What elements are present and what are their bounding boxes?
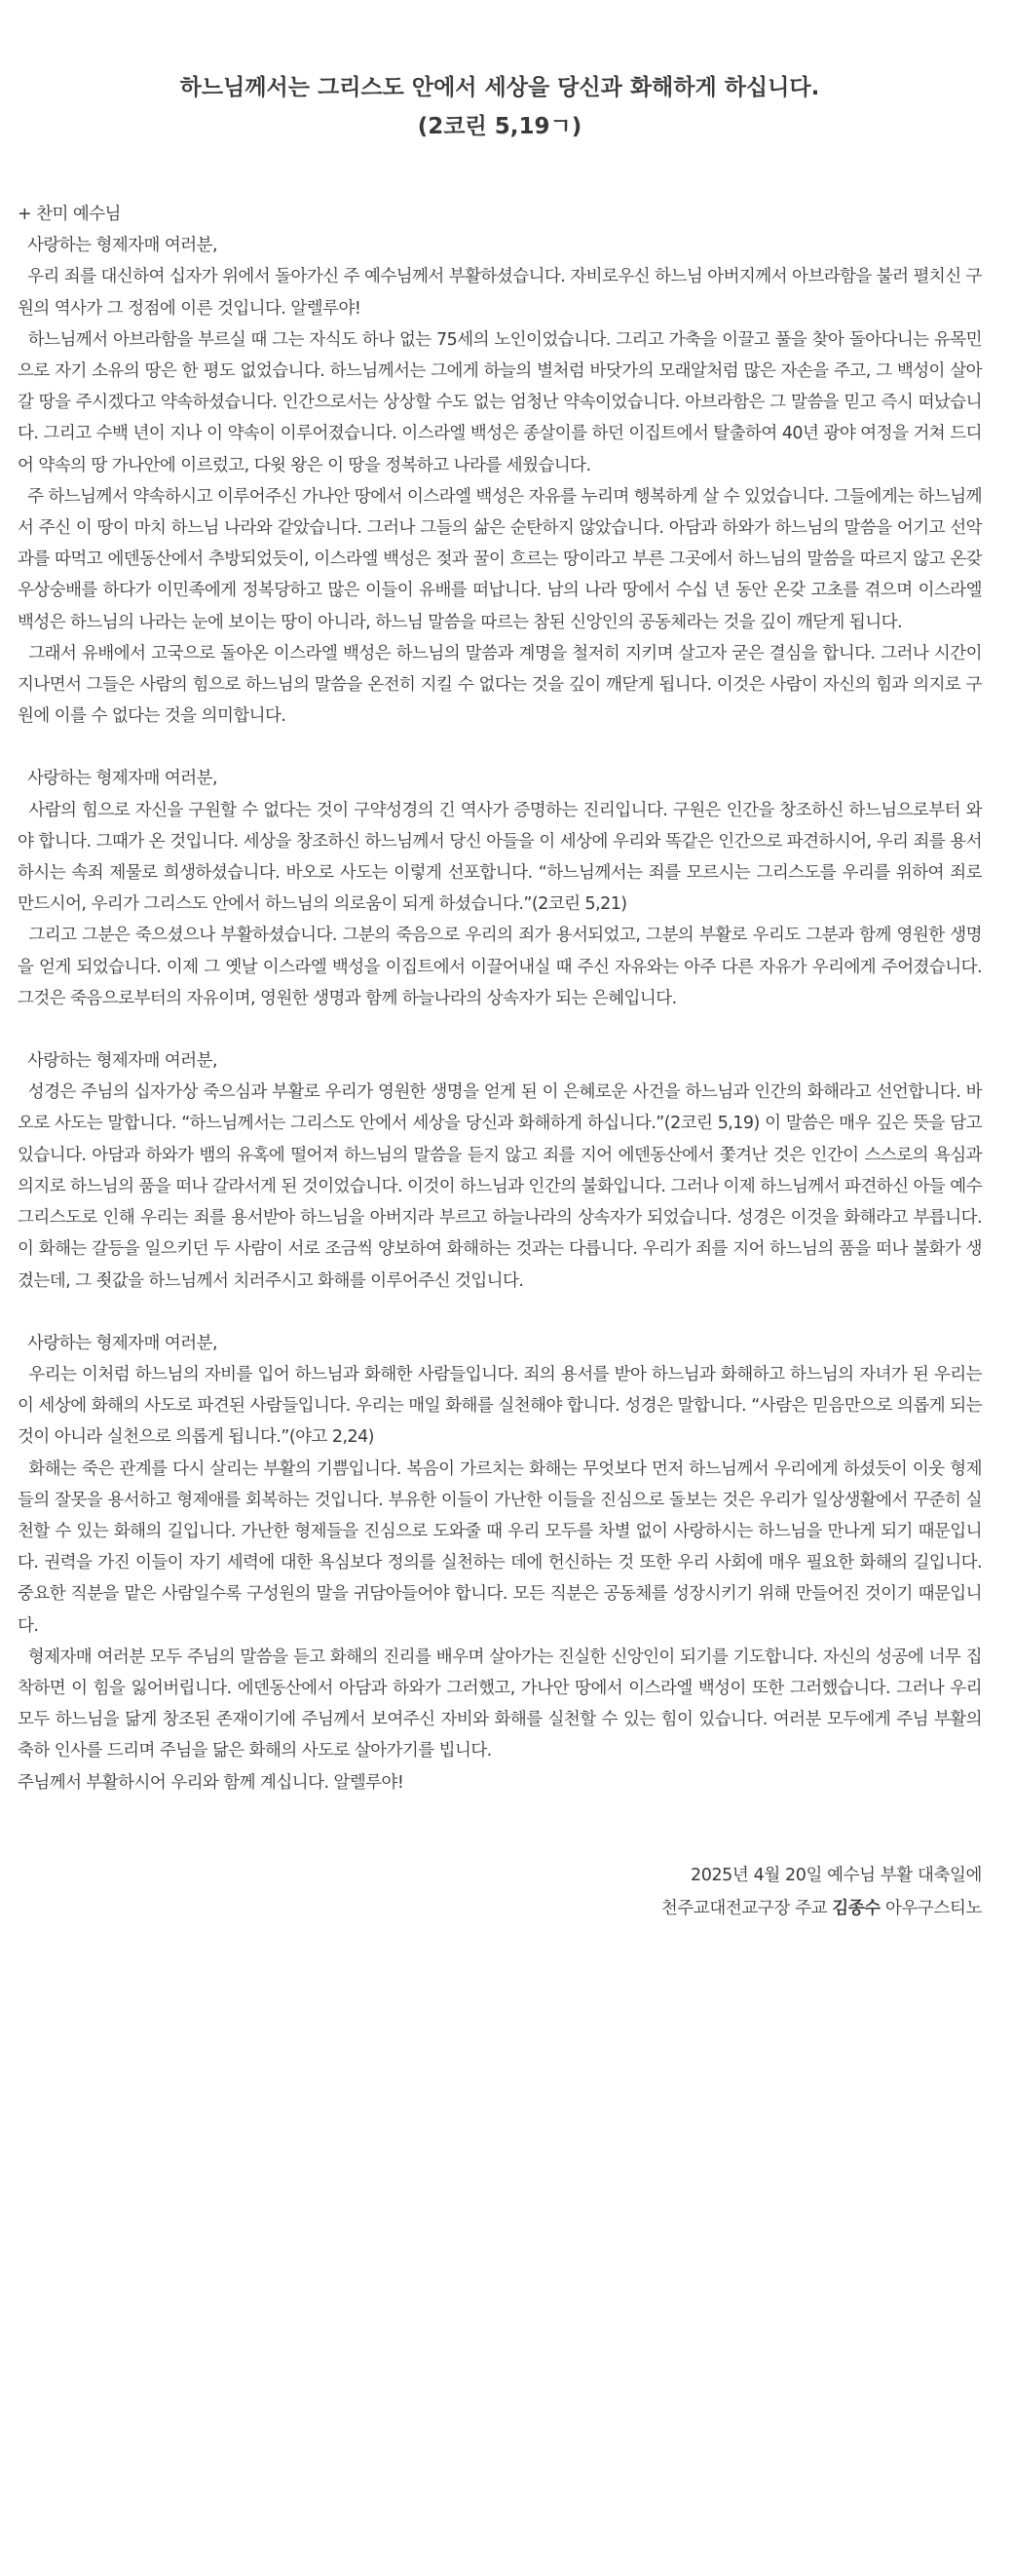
greeting: 사랑하는 형제자매 여러분,	[18, 1051, 217, 1072]
paragraph: 그리고 그분은 죽으셨으나 부활하셨습니다. 그분의 죽음으로 우리의 죄가 용서되었고, 그분의 부활로 우리도 그분과 함께 영원한 생명을 얻게 되었습니다. 이제 그 옛날 이스라엘 백성을 이집트에서 이끌어내실 때 주신 자유와는 아주 다른 자유가 우리에게 주어졌습니다. 그것은 죽음으로부터의 자유이며, 영원한 생명과 함께 하늘나라의 상속자가 되는 은혜입니다.	[18, 926, 988, 1008]
signature-line	[18, 1892, 982, 1925]
paragraph: 화해는 죽은 관계를 다시 살리는 부활의 기쁨입니다. 복음이 가르치는 화해는 무엇보다 먼저 하느님께서 우리에게 하셨듯이 이웃 형제들의 잘못을 용서하고 형제애를 회복하는 것입니다. 부유한 이들이 가난한 이들을 진심으로 돌보는 것은 우리가 일상생활에서 꾸준히 실천할 수 있는 화해의 길입니다. 가난한 형제들을 진심으로 도와줄 때 우리 모두를 차별 없이 사랑하시는 하느님을 만나게 되기 때문입니다. 권력을 가진 이들이 자기 세력에 대한 욕심보다 정의를 실천하는 데에 헌신하는 것 또한 우리 사회에 매우 필요한 화해의 길입니다. 중요한 직분을 맡은 사람일수록 구성원의 말을 귀담아들어야 합니다. 모든 직분은 공동체를 성장시키기 위해 만들어진 것이기 때문입니다.	[18, 1458, 988, 1636]
signature-block	[18, 1859, 982, 1925]
paragraph: 그래서 유배에서 고국으로 돌아온 이스라엘 백성은 하느님의 말씀과 계명을 철저히 지키며 살고자 굳은 결심을 합니다. 그러나 시간이 지나면서 그들은 사람의 힘으로 하느님의 말씀을 온전히 지킬 수 없다는 것을 깊이 깨닫게 됩니다. 이것은 사람이 자신의 힘과 의지로 구원에 이를 수 없다는 것을 의미합니다.	[18, 643, 988, 727]
spacer	[18, 732, 982, 763]
paragraph: 성경은 주님의 십자가상 죽으심과 부활로 우리가 영원한 생명을 얻게 된 이 은혜로운 사건을 하느님과 인간의 화해라고 선언합니다. 바오로 사도는 말합니다. “하느님께서는 그리스도 안에서 세상을 당신과 화해하게 하십니다.”(2코린 5,19) 이 말씀은 매우 깊은 뜻을 담고 있습니다. 아담과 하와가 뱀의 유혹에 떨어져 하느님의 말씀을 듣지 않고 죄를 지어 에덴동산에서 쫓겨난 것은 인간이 스스로의 욕심과 의지로 하느님의 품을 떠나 갈라서게 된 것이었습니다. 이것이 하느님과 인간의 불화입니다. 그러나 이제 하느님께서 파견하신 아들 예수 그리스도로 인해 우리는 죄를 용서받아 하느님을 아버지라 부르고 하늘나라의 상속자가 되었습니다. 성경은 이것을 화해라고 부릅니다. 이 화해는 갈등을 일으키던 두 사람이 서로 조금씩 양보하여 화해하는 것과는 다릅니다. 우리가 죄를 지어 하느님의 품을 떠나 불화가 생겼는데, 그 죗값을 하느님께서 치러주시고 화해를 이루어주신 것입니다.	[18, 1082, 988, 1291]
scripture-reference: (2코린 5,19ㄱ)	[417, 114, 582, 139]
paragraph: 하느님께서 아브라함을 부르실 때 그는 자식도 하나 없는 75세의 노인이었습니다. 그리고 가축을 이끌고 풀을 찾아 돌아다니는 유목민으로 자기 소유의 땅은 한 평도 없었습니다. 하느님께서는 그에게 하늘의 별처럼 바닷가의 모래알처럼 많은 자손을 주고, 그 백성이 살아갈 땅을 주시겠다고 약속하셨습니다. 인간으로서는 상상할 수도 없는 엄청난 약속이었습니다. 아브라함은 그 말씀을 믿고 즉시 떠났습니다. 그리고 수백 년이 지나 이 약속이 이루어졌습니다. 이스라엘 백성은 종살이를 하던 이집트에서 탈출하여 40년 광야 여정을 거쳐 드디어 약속의 땅 가나안에 이르렀고, 다윗 왕은 이 땅을 정복하고 나라를 세웠습니다.	[18, 329, 982, 475]
date-line: 2025년 4월 20일 예수님 부활 대축일에	[690, 1865, 982, 1885]
paragraph: 우리는 이처럼 하느님의 자비를 입어 하느님과 화해한 사람들입니다. 죄의 용서를 받아 하느님과 화해하고 하느님의 자녀가 된 우리는 이 세상에 화해의 사도로 파견된 사람들입니다. 우리는 매일 화해를 실천해야 합니다. 성경은 말합니다. “사람은 믿음만으로 의롭게 되는 것이 아니라 실천으로 의롭게 됩니다.”(야고 2,24)	[18, 1364, 988, 1448]
greeting: 사랑하는 형제자매 여러분,	[18, 236, 217, 256]
paragraph: 사람의 힘으로 자신을 구원할 수 없다는 것이 구약성경의 긴 역사가 증명하는 진리입니다. 구원은 인간을 창조하신 하느님으로부터 와야 합니다. 그때가 온 것입니다. 세상을 창조하신 하느님께서 당신 아들을 이 세상에 우리와 똑같은 인간으로 파견하시어, 우리 죄를 용서하시는 속죄 제물로 희생하셨습니다. 바오로 사도는 이렇게 선포합니다. “하느님께서는 죄를 모르시는 그리스도를 우리를 위하여 죄로 만드시어, 우리가 그리스도 안에서 하느님의 의로움이 되게 하셨습니다.”(2코린 5,21)	[18, 800, 988, 915]
greeting: 사랑하는 형제자매 여러분,	[18, 769, 217, 789]
page-title: 하느님께서는 그리스도 안에서 세상을 당신과 화해하게 하십니다.	[179, 75, 820, 100]
signature-title: 천주교대전교구장 주교	[660, 1898, 833, 1918]
spacer	[18, 1014, 982, 1045]
signature-baptismal-name: 아우구스티노	[880, 1898, 982, 1918]
paragraph: 우리 죄를 대신하여 십자가 위에서 돌아가신 주 예수님께서 부활하셨습니다. 자비로우신 하느님 아버지께서 아브라함을 불러 펼치신 구원의 역사가 그 정점에 이른 것입니다. 알렐루야!	[18, 267, 982, 319]
paragraph: 주 하느님께서 약속하시고 이루어주신 가나안 땅에서 이스라엘 백성은 자유를 누리며 행복하게 살 수 있었습니다. 그들에게는 하느님께서 주신 이 땅이 마치 하느님 나라와 같았습니다. 그러나 그들의 삶은 순탄하지 않았습니다. 아담과 하와가 하느님의 말씀을 어기고 선악과를 따먹고 에덴동산에서 추방되었듯이, 이스라엘 백성은 젖과 꿀이 흐르는 땅이라고 부른 그곳에서 하느님의 말씀을 따르지 않고 온갖 우상숭배를 하다가 이민족에게 정복당하고 많은 이들이 유배를 떠납니다. 남의 나라 땅에서 수십 년 동안 온갖 고초를 겪으며 이스라엘 백성은 하느님의 나라는 눈에 보이는 땅이 아니라, 하느님 말씀을 따르는 참된 신앙인의 공동체라는 것을 깊이 깨닫게 됩니다.	[18, 486, 988, 632]
opening-line: + 찬미 예수님	[18, 205, 121, 224]
spacer	[18, 1297, 982, 1328]
signature-name: 김종수	[832, 1898, 881, 1918]
closing-line: 주님께서 부활하시어 우리와 함께 계십니다. 알렐루야!	[18, 1772, 404, 1793]
message-body	[18, 199, 988, 1799]
paragraph: 형제자매 여러분 모두 주님의 말씀을 듣고 화해의 진리를 배우며 살아가는 진실한 신앙인이 되기를 기도합니다. 자신의 성공에 너무 집착하면 이 힘을 잃어버립니다. 에덴동산에서 아담과 하와가 그러했고, 가나안 땅에서 이스라엘 백성이 또한 그러했습니다. 그러나 우리 모두 하느님을 닮게 창조된 존재이기에 주님께서 보여주신 자비와 화해를 실천할 수 있는 힘이 있습니다. 여러분 모두에게 주님 부활의 축하 인사를 드리며 주님을 닮은 화해의 사도로 살아가기를 빕니다.	[18, 1647, 988, 1762]
greeting: 사랑하는 형제자매 여러분,	[18, 1333, 217, 1353]
title-block	[18, 0, 982, 146]
